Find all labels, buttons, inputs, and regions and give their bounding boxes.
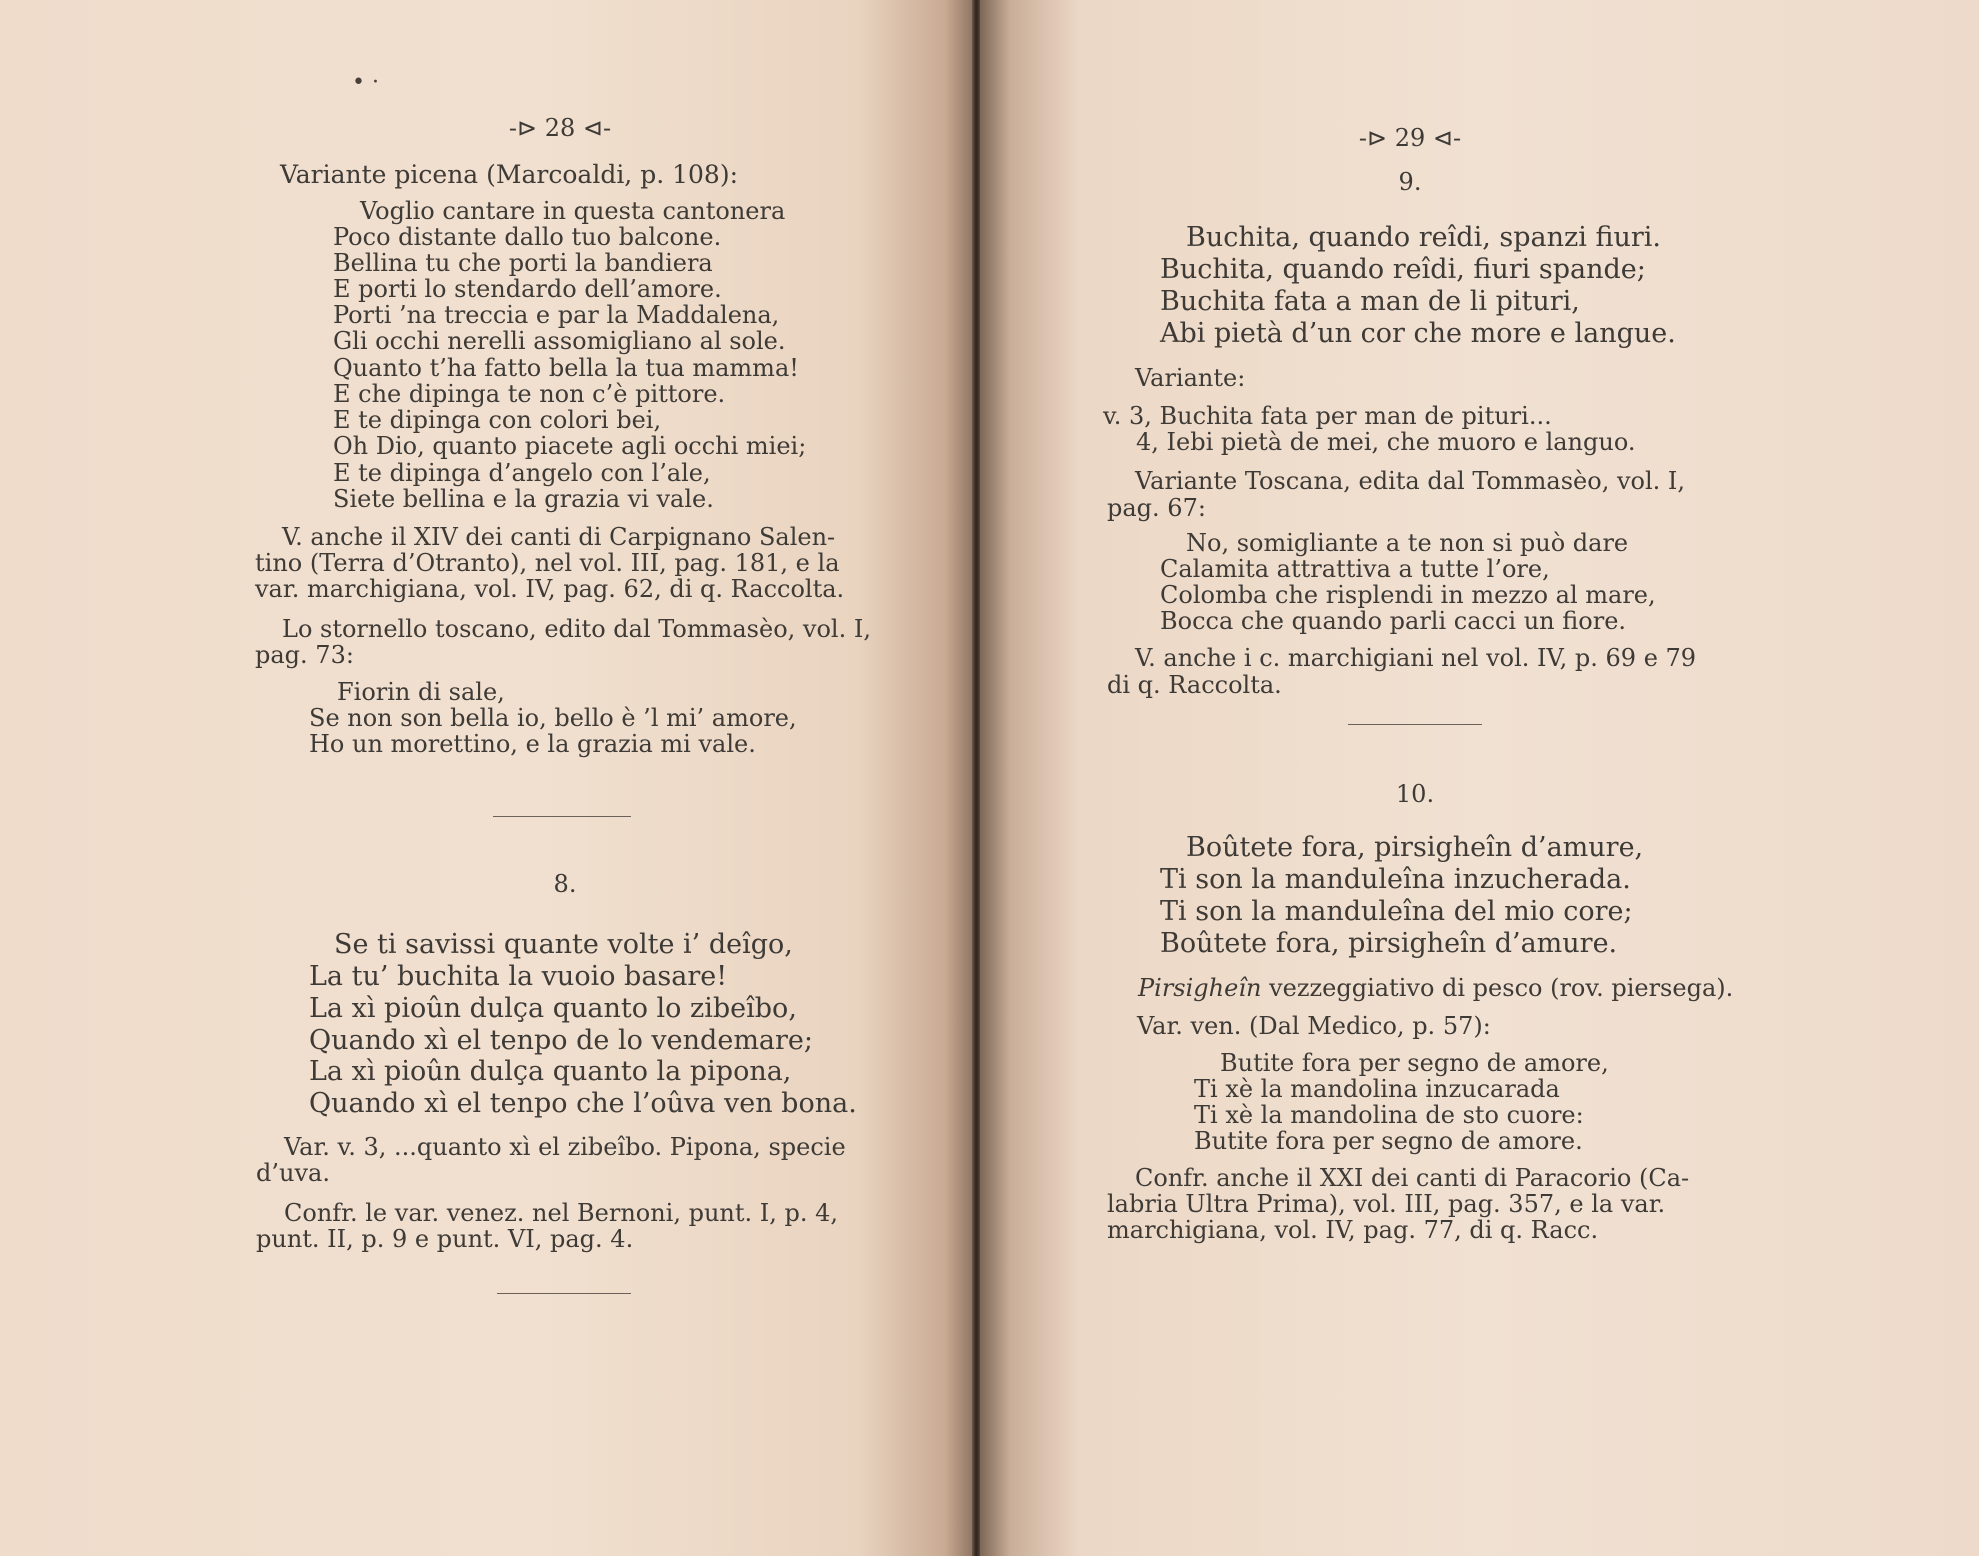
verse-line: E te dipinga con colori bei, [333, 406, 662, 434]
verse-line: Bocca che quando parli cacci un fiore. [1160, 607, 1627, 635]
note-line: 4, Iebi pietà de mei, che muoro e languo. [1136, 428, 1636, 456]
verse-line: Butite fora per segno de amore, [1220, 1049, 1609, 1077]
note-line: tino (Terra d’Otranto), nel vol. III, pag. 181, e la [255, 549, 840, 577]
verse-line: Voglio cantare in questa cantonera [360, 197, 786, 225]
verse-line: E che dipinga te non c’è pittore. [333, 380, 726, 408]
verse-line: Boûtete fora, pirsigheîn d’amure, [1186, 832, 1644, 863]
note-line: Confr. anche il XXI dei canti di Paracorio (Ca- [1135, 1164, 1690, 1192]
verse-line: Colomba che risplendi in mezzo al mare, [1160, 581, 1656, 609]
note-line: pag. 67: [1107, 494, 1206, 522]
verse-line: Oh Dio, quanto piacete agli occhi miei; [333, 432, 807, 460]
verse-line: Ti xè la mandolina inzucarada [1194, 1075, 1560, 1103]
verse-line: Butite fora per segno de amore. [1194, 1127, 1583, 1155]
note-line: di q. Raccolta. [1107, 671, 1282, 699]
note-line: Var. v. 3, ...quanto xì el zibeîbo. Pipona, specie [284, 1133, 846, 1161]
note-line: d’uva. [256, 1159, 330, 1187]
verse-line: Bellina tu che porti la bandiera [333, 249, 713, 277]
note-line: Variante Toscana, edita dal Tommasèo, vol. I, [1135, 467, 1686, 495]
gloss-definition: vezzeggiativo di pesco (rov. piersega). [1269, 974, 1734, 1002]
verse-line: La xì pioûn dulça quanto la pipona, [309, 1056, 792, 1087]
verse-line: La tu’ buchita la vuoio basare! [309, 961, 728, 992]
variante-label: Variante: [1135, 364, 1246, 392]
note-line: marchigiana, vol. IV, pag. 77, di q. Racc. [1107, 1216, 1599, 1244]
verse-line: Buchita, quando reîdi, fiuri spande; [1160, 254, 1646, 285]
verse-line: Calamita attrattiva a tutte l’ore, [1160, 555, 1550, 583]
note-line: V. anche i c. marchigiani nel vol. IV, p. 69 e 79 [1135, 644, 1697, 672]
verse-line: Boûtete fora, pirsigheîn d’amure. [1160, 928, 1618, 959]
left-page [0, 0, 974, 1556]
verse-line: Se ti savissi quante volte i’ deîgo, [334, 929, 793, 960]
page-header-29: -⊳ 29 ⊲- [1358, 124, 1462, 152]
verse-line: Gli occhi nerelli assomigliano al sole. [333, 327, 786, 355]
verse-line: Siete bellina e la grazia vi vale. [333, 485, 714, 513]
verse-line: Ho un morettino, e la grazia mi vale. [309, 730, 756, 758]
note-line: punt. II, p. 9 e punt. VI, pag. 4. [256, 1225, 634, 1253]
verse-line: Se non son bella io, bello è ’l mi’ amore, [309, 704, 797, 732]
verse-line: Quando xì el tenpo de lo vendemare; [309, 1025, 813, 1056]
verse-line: Quando xì el tenpo che l’oûva ven bona. [309, 1088, 857, 1119]
verse-line: No, somigliante a te non si può dare [1186, 529, 1629, 557]
verse-line: Buchita, quando reîdi, spanzi fiuri. [1186, 222, 1661, 253]
verse-line: Fiorin di sale, [337, 678, 505, 706]
section-number-9: 9. [1398, 168, 1422, 196]
verse-line: Buchita fata a man de li pituri, [1160, 286, 1580, 317]
verse-line: Porti ’na treccia e par la Maddalena, [333, 301, 780, 329]
page-header-28: -⊳ 28 ⊲- [508, 114, 612, 142]
note-line: labria Ultra Prima), vol. III, pag. 357, e la var. [1107, 1190, 1666, 1218]
verse-line: E te dipinga d’angelo con l’ale, [333, 459, 711, 487]
verse-line: Abi pietà d’un cor che more e langue. [1160, 318, 1676, 349]
verse-line: Poco distante dallo tuo balcone. [333, 223, 722, 251]
note-line: Lo stornello toscano, edito dal Tommasèo, vol. I, [282, 615, 871, 643]
section-number-8: 8. [553, 870, 577, 898]
note-line: V. anche il XIV dei canti di Carpignano Salen- [282, 523, 836, 551]
section-number-10: 10. [1395, 780, 1435, 808]
section-divider [497, 1293, 631, 1294]
verse-line: Ti son la manduleîna del mio core; [1160, 896, 1633, 927]
variante-picena-heading: Variante picena (Marcoaldi, p. 108): [280, 160, 738, 189]
verse-line: Ti son la manduleîna inzucherada. [1160, 864, 1631, 895]
note-line: var. marchigiana, vol. IV, pag. 62, di q. Raccolta. [255, 575, 845, 603]
verse-line: Ti xè la mandolina de sto cuore: [1194, 1101, 1584, 1129]
note-line: v. 3, Buchita fata per man de pituri... [1103, 402, 1552, 430]
verse-line: Quanto t’ha fatto bella la tua mamma! [333, 354, 799, 382]
section-divider [493, 816, 631, 817]
note-line: Confr. le var. venez. nel Bernoni, punt. I, p. 4, [284, 1199, 839, 1227]
verse-line: E porti lo stendardo dell’amore. [333, 275, 722, 303]
right-page [980, 0, 1979, 1556]
ink-specks: • · [352, 70, 379, 95]
var-ven-heading: Var. ven. (Dal Medico, p. 57): [1137, 1012, 1491, 1040]
verse-line: La xì pioûn dulça quanto lo zibeîbo, [309, 993, 797, 1024]
gloss-pirsighein [1138, 976, 1733, 1000]
gloss-term: Pirsigheîn [1138, 974, 1262, 1002]
section-divider [1348, 724, 1482, 725]
note-line: pag. 73: [255, 641, 354, 669]
